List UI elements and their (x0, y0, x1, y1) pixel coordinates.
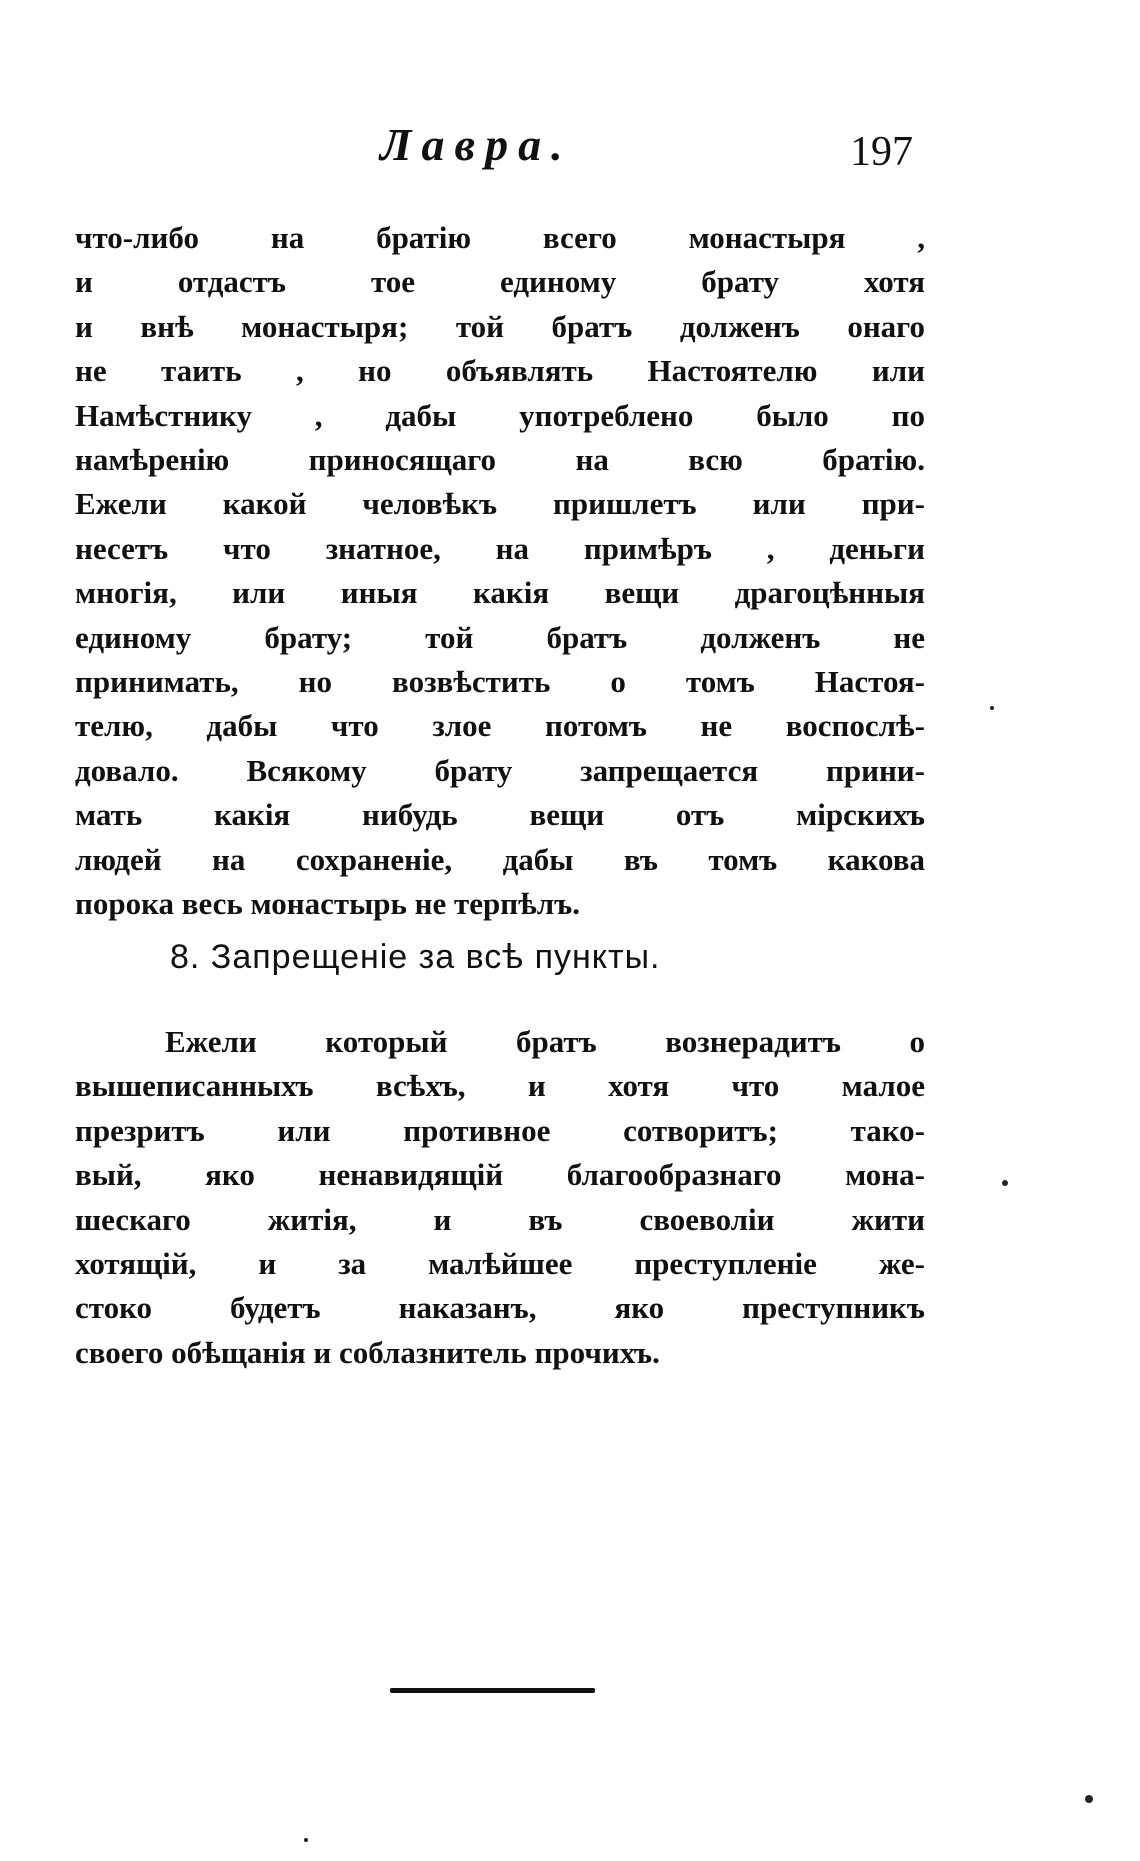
section-heading: 8. Запрещеніе за всѣ пункты. (170, 938, 661, 976)
text-line: шескаго житія, и въ своеволіи жити (75, 1201, 925, 1237)
text-line: принимать, но возвѣстить о томъ Настоя- (75, 664, 925, 700)
text-line: многія, или иныя какія вещи драгоцѣнныя (75, 575, 925, 611)
text-line: что-либо на братію всего монастыря , (75, 220, 925, 255)
text-line: единому брату; той братъ долженъ не (75, 619, 925, 655)
text-line: несетъ что знатное, на примѣръ , деньги (75, 530, 925, 566)
text-line: людей на сохраненіе, дабы въ томъ какова (75, 841, 925, 877)
text-line: намѣренію приносящаго на всю братію. (75, 442, 925, 478)
text-line: порока весь монастырь не терпѣлъ. (75, 886, 580, 922)
print-speck (304, 1838, 308, 1842)
print-speck (990, 706, 994, 710)
text-line: и внѣ монастыря; той братъ долженъ онаго (75, 308, 925, 344)
text-line: стоко будетъ наказанъ, яко преступникъ (75, 1290, 925, 1326)
text-line: телю, дабы что злое потомъ не воспослѣ- (75, 708, 925, 744)
text-line: презритъ или противное сотворитъ; тако- (75, 1112, 925, 1148)
page-number: 197 (850, 129, 913, 175)
text-line: вышеписанныхъ всѣхъ, и хотя что малое (75, 1068, 925, 1104)
text-line: Ежели какой человѣкъ пришлетъ или при- (75, 486, 925, 522)
text-line: вый, яко ненавидящій благообразнаго мона- (75, 1157, 925, 1193)
running-title: Лавра. (380, 119, 573, 170)
end-divider (390, 1688, 595, 1693)
text-line: хотящій, и за малѣйшее преступленіе же- (75, 1246, 925, 1282)
paragraph-1 (75, 216, 925, 927)
text-line: Намѣстнику , дабы употреблено было по (75, 397, 925, 433)
text-line: Ежели который братъ вознерадитъ о (165, 1024, 925, 1059)
text-line: и отдастъ тое единому брату хотя (75, 264, 925, 300)
paragraph-2 (75, 1020, 925, 1375)
print-speck (1085, 1795, 1093, 1803)
text-line: довало. Всякому брату запрещается прини- (75, 752, 925, 788)
text-line: мать какія нибудь вещи отъ мірскихъ (75, 797, 925, 833)
text-line: не таить , но объявлять Настоятелю или (75, 353, 925, 389)
print-speck (1002, 1180, 1008, 1186)
text-line: своего обѣщанія и соблазнитель прочихъ. (75, 1334, 660, 1370)
